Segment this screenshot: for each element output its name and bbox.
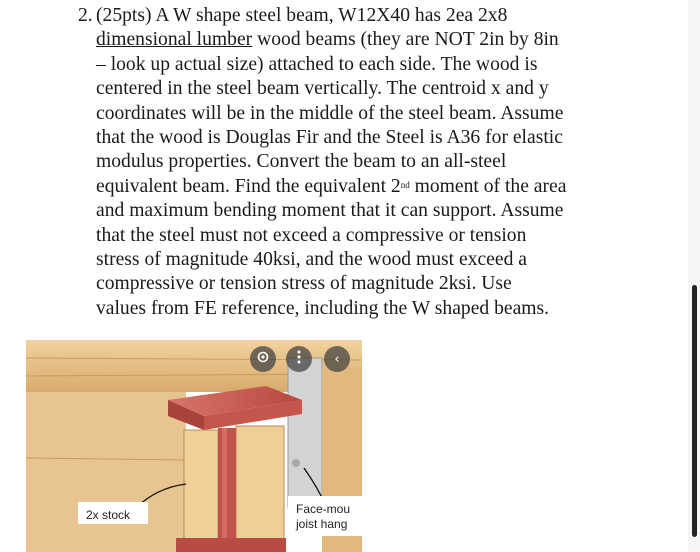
lens-icon <box>256 350 270 368</box>
lens-button[interactable] <box>250 346 276 372</box>
nail <box>292 459 300 467</box>
problem-line-9: and maximum bending moment that it can support. Assume <box>96 200 564 222</box>
problem-line-6: that the wood is Douglas Fir and the Steel is A36 for elastic <box>96 127 563 149</box>
problem-number: 2. <box>78 5 93 26</box>
underlined-term: dimensional lumber <box>96 29 253 51</box>
back-button[interactable] <box>324 346 350 372</box>
problem-line-2: dimensional lumber wood beams (they are NOT 2in by 8in <box>96 29 559 51</box>
lumber-stock <box>26 392 186 552</box>
superscript-nd: nd <box>400 179 410 190</box>
steel-web-highlight <box>222 428 227 552</box>
label-joist-hanger: joist hang <box>296 517 348 531</box>
more-button[interactable] <box>286 346 312 372</box>
problem-text <box>68 4 628 321</box>
problem-line-7: modulus properties. Convert the beam to an all-steel <box>96 151 507 173</box>
problem-line-12: compressive or tension stress of magnitude 2ksi. Use <box>96 273 512 295</box>
problem-line-11: stress of magnitude 40ksi, and the wood must exceed a <box>96 249 527 271</box>
chevron-left-icon: ‹ <box>334 351 340 367</box>
problem-line-13: values from FE reference, including the W shaped beams. <box>96 297 550 319</box>
problem-line-3: – look up actual size) attached to each side. The wood is <box>96 53 538 75</box>
problem-line-1: (25pts) A W shape steel beam, W12X40 has 2ea 2x8 <box>96 5 508 26</box>
beam-illustration <box>26 338 362 552</box>
problem-body <box>96 4 628 321</box>
joist-hanger <box>288 358 322 508</box>
label-2x-stock: 2x stock <box>86 508 131 522</box>
scrollbar-thumb[interactable] <box>692 285 697 537</box>
label-face-mount: Face-mou <box>296 502 351 516</box>
steel-flange-bottom <box>176 538 286 552</box>
scrollbar[interactable] <box>688 0 700 552</box>
problem-line-8: equivalent beam. Find the equivalent 2nd moment of the area <box>96 175 567 197</box>
problem-line-10: that the steel must not exceed a compressive or tension <box>96 224 527 246</box>
wood-side-right <box>236 426 284 550</box>
problem-line-5: coordinates will be in the middle of the steel beam. Assume <box>96 102 564 124</box>
more-vert-icon <box>296 350 302 368</box>
wood-side-left <box>184 430 218 550</box>
problem-line-4: centered in the steel beam vertically. The centroid x and y <box>96 78 549 100</box>
